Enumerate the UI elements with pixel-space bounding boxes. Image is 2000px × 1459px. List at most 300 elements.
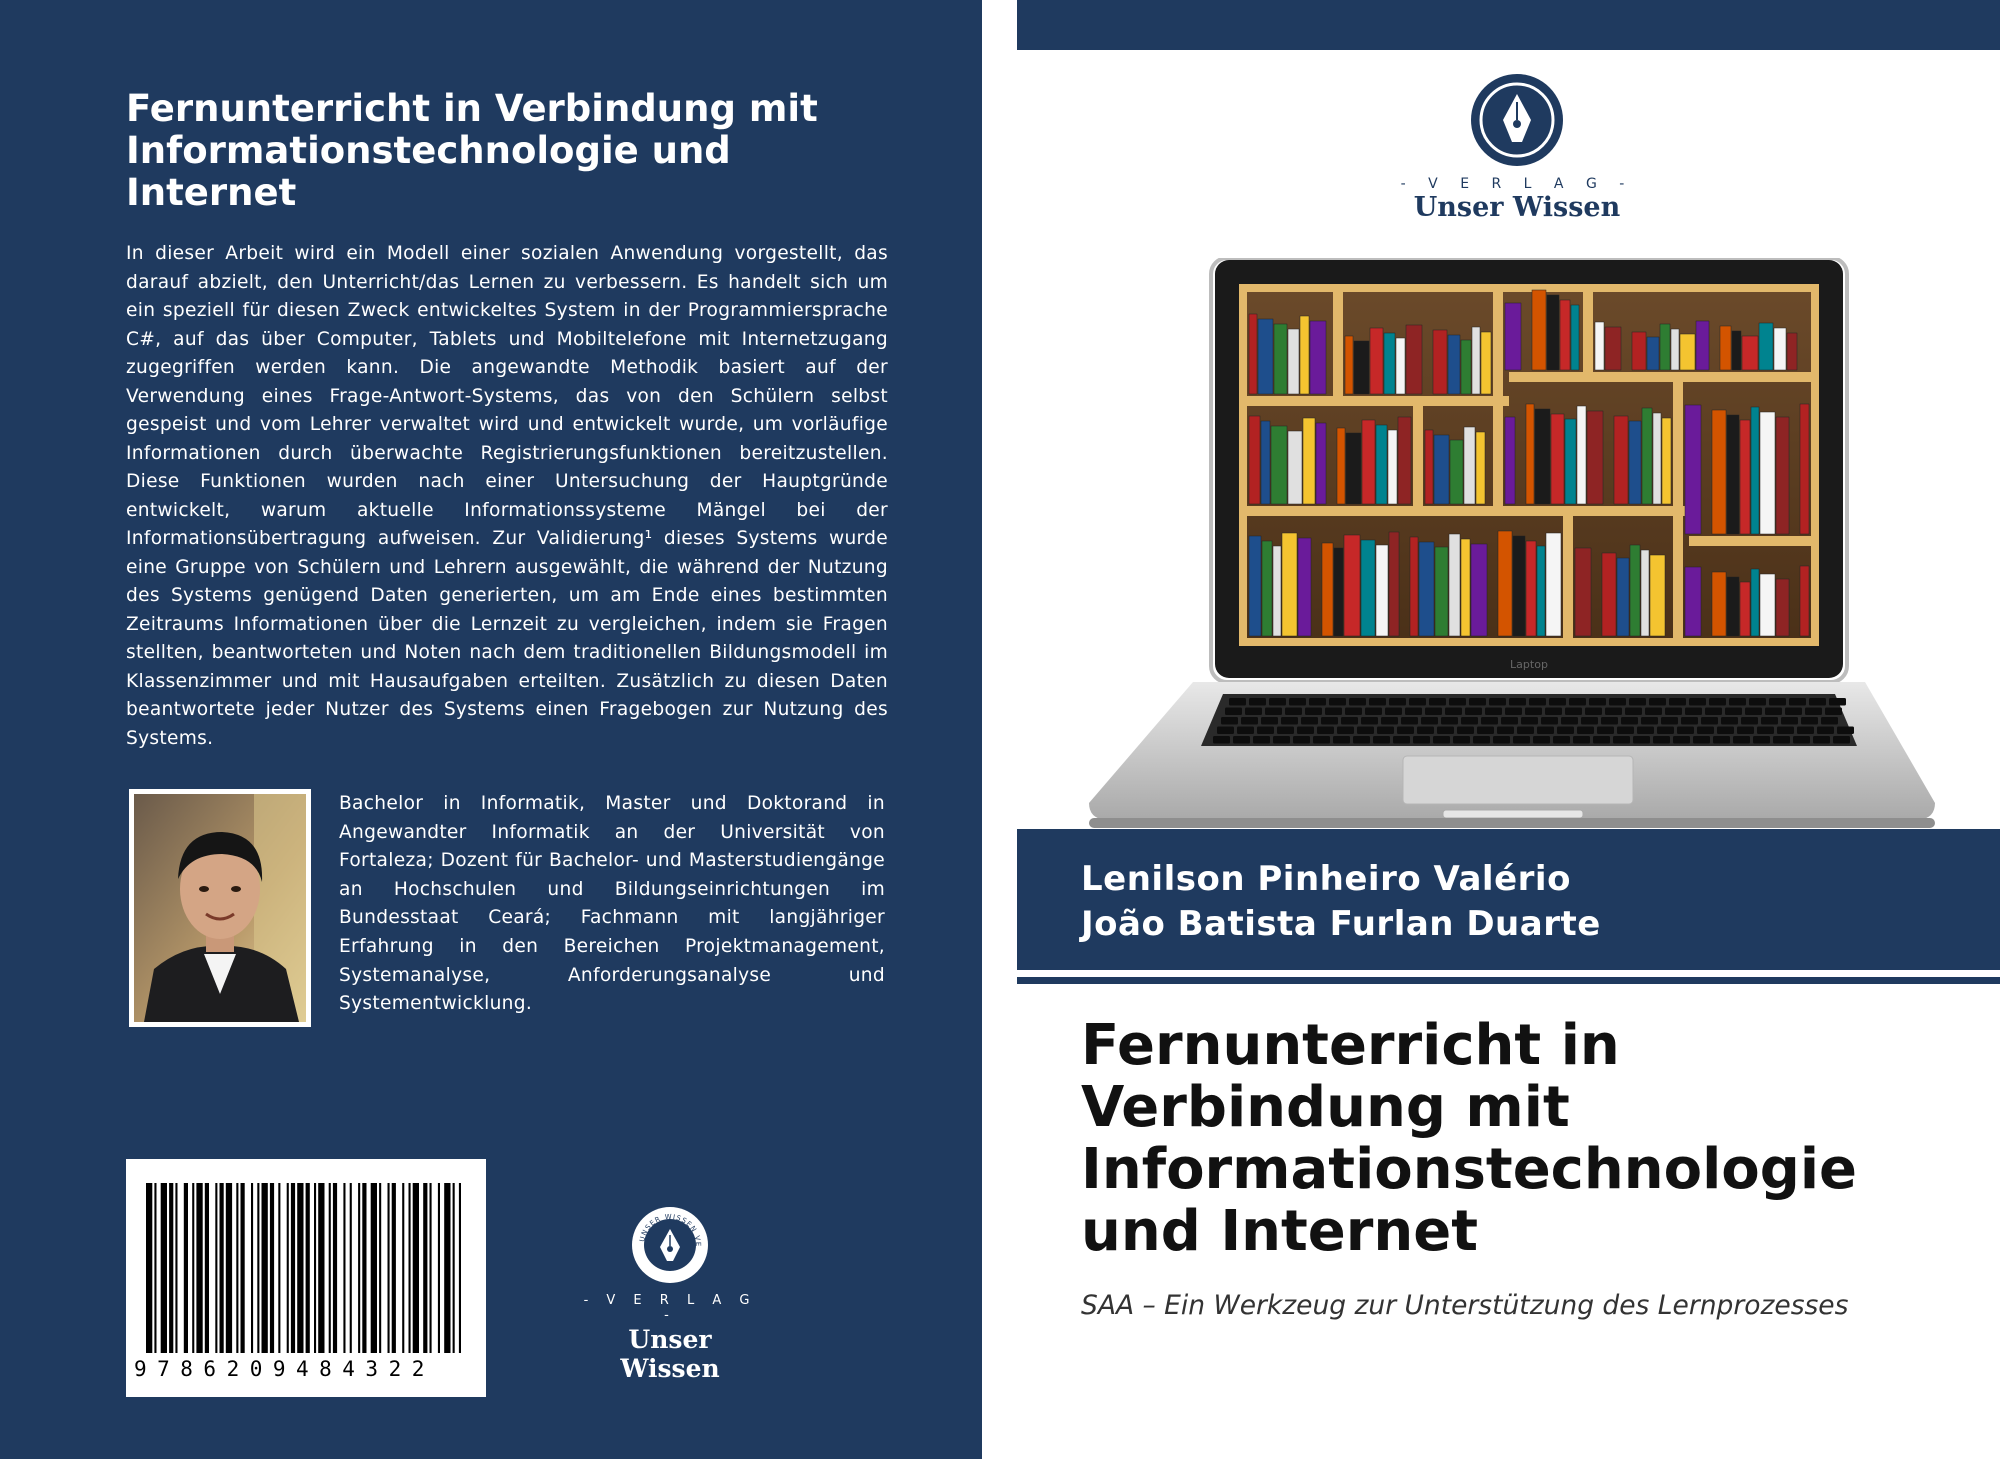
keyboard-key — [1789, 698, 1806, 706]
keyboard-key — [1669, 698, 1686, 706]
keyboard-key — [1793, 736, 1810, 744]
book-spine — [1696, 321, 1709, 370]
book-spine — [1472, 327, 1480, 394]
keyboard-key — [1593, 736, 1610, 744]
book-spine — [1537, 546, 1545, 636]
book-spine — [1249, 536, 1261, 636]
book-spine — [1751, 407, 1759, 534]
keyboard-key — [1417, 727, 1434, 735]
barcode-bar — [196, 1183, 202, 1353]
keyboard-key — [1745, 708, 1762, 716]
keyboard-key — [1621, 717, 1638, 725]
book-spine — [1671, 329, 1679, 370]
book-spine — [1776, 579, 1789, 636]
keyboard-key — [1805, 708, 1822, 716]
book-spine — [1249, 314, 1257, 394]
keyboard-key — [1401, 717, 1418, 725]
keyboard-key — [1673, 736, 1690, 744]
barcode-bar — [278, 1183, 280, 1353]
author-name-2: João Batista Furlan Duarte — [1081, 904, 1601, 944]
book-spine — [1376, 425, 1387, 504]
barcode-bar — [409, 1183, 411, 1353]
book-spine — [1641, 550, 1649, 636]
keyboard-key — [1753, 736, 1770, 744]
keyboard-key — [1601, 717, 1618, 725]
barcode-bar — [362, 1183, 366, 1353]
book-spine — [1526, 404, 1534, 504]
publisher-seal-icon — [630, 1205, 710, 1285]
book-spine — [1546, 533, 1561, 636]
book-spine — [1742, 336, 1758, 370]
barcode-bar — [459, 1183, 461, 1353]
book-spine — [1271, 426, 1287, 504]
keyboard-key — [1657, 727, 1674, 735]
book-spine — [1712, 410, 1726, 534]
keyboard-key — [1777, 727, 1794, 735]
keyboard-key — [1549, 698, 1566, 706]
keyboard-key — [1677, 727, 1694, 735]
book-spine — [1587, 411, 1603, 504]
book-spine — [1642, 408, 1652, 504]
book-spine — [1751, 569, 1759, 636]
barcode-bar — [270, 1183, 274, 1353]
keyboard-key — [1773, 736, 1790, 744]
isbn-digits: 9786209484322 — [134, 1357, 435, 1381]
keyboard-key — [1625, 708, 1642, 716]
book-spine — [1461, 539, 1470, 636]
keyboard-key — [1813, 736, 1830, 744]
book-spine — [1630, 545, 1640, 636]
book-spine — [1650, 555, 1665, 636]
keyboard-key — [1529, 698, 1546, 706]
keyboard-key — [1749, 698, 1766, 706]
keyboard-key — [1517, 727, 1534, 735]
keyboard-key — [1297, 727, 1314, 735]
keyboard-key — [1705, 708, 1722, 716]
keyboard-key — [1353, 736, 1370, 744]
barcode-bar — [215, 1183, 217, 1353]
barcode-bar — [175, 1183, 177, 1353]
keyboard-key — [1821, 717, 1838, 725]
book-spine — [1362, 420, 1375, 504]
keyboard-key — [1213, 736, 1230, 744]
keyboard-key — [1381, 717, 1398, 725]
keyboard-key — [1393, 736, 1410, 744]
keyboard-key — [1265, 708, 1282, 716]
book-spine — [1560, 300, 1570, 370]
keyboard-key — [1769, 698, 1786, 706]
book-spine — [1419, 542, 1434, 636]
keyboard-key — [1689, 698, 1706, 706]
keyboard-key — [1833, 736, 1850, 744]
keyboard-key — [1501, 717, 1518, 725]
book-spine — [1800, 566, 1809, 636]
keyboard-key — [1421, 717, 1438, 725]
keyboard-key — [1289, 698, 1306, 706]
barcode-bar — [388, 1183, 390, 1353]
book-spine — [1712, 572, 1726, 636]
keyboard-key — [1333, 736, 1350, 744]
keyboard-key — [1413, 736, 1430, 744]
book-spine — [1258, 319, 1273, 394]
barcode-bar — [371, 1183, 377, 1353]
book-spine — [1662, 418, 1671, 504]
laptop-brand: Laptop — [1510, 658, 1548, 671]
keyboard-key — [1809, 698, 1826, 706]
book-spine — [1565, 419, 1576, 504]
book-spine — [1346, 433, 1361, 504]
book-spine — [1727, 577, 1739, 636]
keyboard-key — [1545, 708, 1562, 716]
book-spine — [1288, 431, 1302, 504]
laptop-bookshelf-icon — [1083, 258, 1941, 830]
keyboard-key — [1521, 717, 1538, 725]
keyboard-key — [1429, 698, 1446, 706]
keyboard-key — [1709, 698, 1726, 706]
book-spine — [1345, 336, 1353, 394]
book-spine — [1303, 418, 1315, 504]
keyboard-key — [1781, 717, 1798, 725]
keyboard-key — [1437, 727, 1454, 735]
barcode-bar — [306, 1183, 310, 1353]
book-spine — [1653, 413, 1661, 504]
laptop-illustration — [1083, 258, 1941, 830]
keyboard-key — [1469, 698, 1486, 706]
book-spine — [1513, 536, 1525, 636]
keyboard-key — [1329, 698, 1346, 706]
book-spine — [1274, 324, 1287, 394]
keyboard-key — [1581, 717, 1598, 725]
keyboard-key — [1273, 736, 1290, 744]
keyboard-key — [1761, 717, 1778, 725]
spine-gap — [982, 0, 1017, 1459]
book-spine — [1605, 327, 1621, 370]
book-spine — [1461, 340, 1471, 394]
keyboard-key — [1741, 717, 1758, 725]
keyboard-key — [1633, 736, 1650, 744]
back-cover — [0, 0, 982, 1459]
keyboard-key — [1405, 708, 1422, 716]
keyboard-key — [1245, 708, 1262, 716]
keyboard-key — [1617, 727, 1634, 735]
keyboard-key — [1537, 727, 1554, 735]
publisher-pen-icon — [1469, 72, 1565, 168]
book-spine — [1449, 534, 1460, 636]
barcode-bar — [251, 1183, 253, 1353]
keyboard-key — [1305, 708, 1322, 716]
book-spine — [1448, 335, 1460, 394]
back-cover-title: Fernunterricht in Verbindung mit Informationstechnologie und Internet — [126, 87, 818, 214]
keyboard-key — [1473, 736, 1490, 744]
barcode-bar — [392, 1183, 396, 1353]
keyboard-key — [1373, 736, 1390, 744]
book-spine — [1660, 324, 1670, 370]
keyboard-key — [1369, 698, 1386, 706]
book-spine — [1632, 332, 1646, 370]
keyboard-key — [1317, 727, 1334, 735]
barcode-bar — [257, 1183, 259, 1353]
keyboard-key — [1697, 727, 1714, 735]
keyboard-key — [1661, 717, 1678, 725]
barcode-bars — [126, 1159, 486, 1359]
book-spine — [1505, 303, 1521, 370]
keyboard-key — [1341, 717, 1358, 725]
keyboard-key — [1577, 727, 1594, 735]
book-spine — [1273, 546, 1281, 636]
barcode-bar — [297, 1183, 303, 1353]
barcode-bar — [226, 1183, 232, 1353]
keyboard-key — [1313, 736, 1330, 744]
book-spine — [1406, 325, 1422, 394]
barcode-bar — [241, 1183, 245, 1353]
keyboard-key — [1605, 708, 1622, 716]
barcode-bar — [262, 1183, 268, 1353]
barcode-bar — [358, 1183, 360, 1353]
book-spine — [1535, 409, 1550, 504]
back-verlag-label: - V E R L A G - — [583, 1293, 757, 1323]
keyboard-key — [1221, 717, 1238, 725]
book-spine — [1450, 440, 1463, 504]
front-verlag-label: - V E R L A G - — [1400, 176, 1634, 192]
book-spine — [1800, 404, 1809, 534]
keyboard-key — [1497, 727, 1514, 735]
barcode-bar — [146, 1183, 152, 1353]
keyboard-key — [1461, 717, 1478, 725]
keyboard-key — [1477, 727, 1494, 735]
keyboard-key — [1293, 736, 1310, 744]
keyboard-key — [1513, 736, 1530, 744]
barcode-bar — [169, 1183, 173, 1353]
barcode-bar — [329, 1183, 331, 1353]
barcode-bar — [236, 1183, 238, 1353]
barcode-bar — [318, 1183, 324, 1353]
back-cover-abstract: In dieser Arbeit wird ein Modell einer sozialen Anwendung vorgestellt, das darauf abzielt, den Unterricht/das Lernen zu verbessern. Es handelt sich um ein speziell für diesen Zweck entwickeltes System in der Programmiersprache C#, auf das über Computer, Tablets und Mobiltelefone mit Internetzugang zugegriffen werden kann. Die angewandte Methodik basiert auf der Verwendung eines Frage-Antwort-Systems, das von den Schülern selbst gespeist und vom Lehrer verwaltet wird und entwickelt wurde, um vorläufige Informationen durch überwachte Registrierungsfunktionen bereitzustellen. Diese Funktionen wurden nach einer Untersuchung der Hauptgründe entwickelt, warum aktuelle Informationssysteme Mängel bei der Informationsübertragung aufweisen. Zur Validierung¹ dieses Systems wurde eine Gruppe von Schülern und Lehrern ausgewählt, die während der Nutzung des Systems genügend Daten generierten, um am Ende eines bestimmten Zeitraums Informationen über die Lernzeit zu vergleichen, indem sie Fragen stellten, beantworteten und Noten nach dem traditionellen Bildungsmodell im Klassenzimmer und mit Hausaufgaben erteilten. Zusätzlich zu diesen Daten beantwortete jeder Nutzer des Systems einen Fragebogen zur Nutzung des Systems. — [126, 243, 888, 749]
keyboard-key — [1585, 708, 1602, 716]
book-spine — [1740, 582, 1750, 636]
author-bio: Bachelor in Informatik, Master und Doktorand in Angewandter Informatik an der Universität von Fortaleza; Dozent für Bachelor- und Masterstudiengänge an Hochschulen und Bildungseinrichtungen im Bundesstaat Ceará; Fachmann mit langjähriger Erfahrung in den Bereichen Projektmanagement, Systemanalyse, Anforderungsanalyse und Systementwicklung. — [339, 793, 885, 1015]
barcode-bar — [350, 1183, 352, 1353]
book-spine — [1759, 323, 1773, 370]
keyboard-key — [1357, 727, 1374, 735]
book-spine — [1505, 417, 1515, 504]
book-spine — [1551, 414, 1564, 504]
seal-text: UNSER WISSEN VE — [638, 1212, 703, 1248]
back-publisher-logo — [580, 1205, 760, 1383]
book-spine — [1720, 326, 1731, 370]
keyboard-key — [1701, 717, 1718, 725]
barcode-bar — [291, 1183, 295, 1353]
keyboard-key — [1453, 736, 1470, 744]
book-spine — [1647, 337, 1659, 370]
book-spine — [1740, 420, 1750, 534]
keyboard-key — [1653, 736, 1670, 744]
front-cover-title: Fernunterricht in Verbindung mit Informationstechnologie und Internet — [1081, 1013, 1858, 1264]
keyboard-key — [1737, 727, 1754, 735]
barcode-bar — [314, 1183, 316, 1353]
book-spine — [1376, 545, 1388, 636]
keyboard-key — [1565, 708, 1582, 716]
keyboard-key — [1525, 708, 1542, 716]
front-publisher-name: Unser Wissen — [1413, 192, 1621, 223]
keyboard-key — [1573, 736, 1590, 744]
keyboard-key — [1717, 727, 1734, 735]
keyboard-key — [1613, 736, 1630, 744]
book-spine — [1354, 341, 1369, 394]
keyboard-key — [1597, 727, 1614, 735]
barcode-bar — [287, 1183, 289, 1353]
keyboard-key — [1665, 708, 1682, 716]
keyboard-key — [1817, 727, 1834, 735]
keyboard-key — [1441, 717, 1458, 725]
keyboard-key — [1693, 736, 1710, 744]
barcode-bar — [423, 1183, 427, 1353]
keyboard-key — [1485, 708, 1502, 716]
keyboard-key — [1433, 736, 1450, 744]
book-spine — [1760, 574, 1775, 636]
keyboard-key — [1685, 708, 1702, 716]
keyboard-key — [1249, 698, 1266, 706]
book-spine — [1776, 417, 1789, 534]
book-spine — [1434, 435, 1449, 504]
barcode-bar — [444, 1183, 450, 1353]
keyboard-key — [1609, 698, 1626, 706]
barcode-bar — [154, 1183, 156, 1353]
keyboard-key — [1261, 717, 1278, 725]
book-spine — [1361, 540, 1375, 636]
front-cover — [1017, 0, 2000, 1459]
book-spine — [1396, 338, 1405, 394]
keyboard-key — [1765, 708, 1782, 716]
keyboard-key — [1725, 708, 1742, 716]
book-spine — [1425, 430, 1433, 504]
keyboard-key — [1301, 717, 1318, 725]
book-spine — [1464, 427, 1475, 504]
keyboard-key — [1509, 698, 1526, 706]
keyboard-key — [1269, 698, 1286, 706]
book-spine — [1344, 535, 1360, 636]
book-spine — [1680, 334, 1695, 370]
keyboard-key — [1457, 727, 1474, 735]
author-band — [1017, 829, 2000, 970]
barcode-bar — [161, 1183, 167, 1353]
keyboard-key — [1309, 698, 1326, 706]
book-spine — [1774, 328, 1786, 370]
book-spine — [1388, 430, 1397, 504]
keyboard-key — [1729, 698, 1746, 706]
keyboard-key — [1541, 717, 1558, 725]
keyboard-key — [1553, 736, 1570, 744]
barcode-bar — [220, 1183, 224, 1353]
keyboard-key — [1557, 727, 1574, 735]
keyboard-key — [1233, 736, 1250, 744]
book-spine — [1685, 567, 1701, 636]
book-spine — [1629, 421, 1641, 504]
title-divider — [1017, 977, 2000, 984]
book-spine — [1595, 322, 1604, 370]
book-spine — [1337, 428, 1345, 504]
keyboard-key — [1277, 727, 1294, 735]
keyboard-key — [1713, 736, 1730, 744]
book-spine — [1398, 417, 1411, 504]
barcode-bar — [438, 1183, 440, 1353]
book-spine — [1602, 553, 1616, 636]
book-spine — [1282, 533, 1297, 636]
book-spine — [1471, 544, 1487, 636]
front-top-bar — [1017, 0, 2000, 50]
keyboard-key — [1641, 717, 1658, 725]
keyboard-key — [1481, 717, 1498, 725]
book-spine — [1249, 416, 1260, 504]
keyboard-key — [1337, 727, 1354, 735]
keyboard-key — [1321, 717, 1338, 725]
keyboard-key — [1217, 727, 1234, 735]
keyboard-key — [1325, 708, 1342, 716]
keyboard-key — [1645, 708, 1662, 716]
book-spine — [1316, 423, 1326, 504]
book-spine — [1614, 416, 1628, 504]
barcode-bar — [402, 1183, 404, 1353]
barcode-bar — [184, 1183, 188, 1353]
book-spine — [1298, 538, 1311, 636]
keyboard-key — [1385, 708, 1402, 716]
keyboard-key — [1801, 717, 1818, 725]
keyboard-key — [1361, 717, 1378, 725]
keyboard-key — [1425, 708, 1442, 716]
keyboard-key — [1589, 698, 1606, 706]
barcode-bar — [413, 1183, 419, 1353]
book-spine — [1526, 541, 1536, 636]
book-spine — [1760, 412, 1775, 534]
book-spine — [1476, 432, 1485, 504]
keyboard-key — [1237, 727, 1254, 735]
keyboard-key — [1449, 698, 1466, 706]
keyboard-key — [1733, 736, 1750, 744]
book-spine — [1685, 405, 1701, 534]
keyboard-key — [1253, 736, 1270, 744]
keyboard-key — [1397, 727, 1414, 735]
front-cover-subtitle: SAA – Ein Werkzeug zur Unterstützung des Lernprozesses — [1081, 1290, 1849, 1321]
keyboard-key — [1649, 698, 1666, 706]
keyboard-key — [1349, 698, 1366, 706]
barcode-bar — [192, 1183, 194, 1353]
keyboard-key — [1241, 717, 1258, 725]
author-name-1: Lenilson Pinheiro Valério — [1081, 859, 1571, 899]
book-spine — [1727, 415, 1739, 534]
isbn-barcode — [126, 1159, 486, 1397]
back-publisher-name: Unser Wissen — [620, 1325, 720, 1383]
book-spine — [1571, 305, 1579, 370]
keyboard-key — [1377, 727, 1394, 735]
book-spine — [1384, 333, 1395, 394]
book-spine — [1787, 333, 1797, 370]
barcode-bar — [205, 1183, 209, 1353]
barcode-bar — [343, 1183, 345, 1353]
barcode-bar — [333, 1183, 337, 1353]
book-spine — [1532, 290, 1546, 370]
keyboard-key — [1281, 717, 1298, 725]
author-photo — [129, 789, 311, 1027]
book-spine — [1433, 330, 1447, 394]
keyboard-key — [1465, 708, 1482, 716]
keyboard-key — [1637, 727, 1654, 735]
keyboard-key — [1489, 698, 1506, 706]
book-spine — [1575, 548, 1591, 636]
keyboard-key — [1629, 698, 1646, 706]
book-spine — [1481, 332, 1491, 394]
book-spine — [1300, 316, 1309, 394]
book-spine — [1732, 331, 1741, 370]
keyboard-key — [1505, 708, 1522, 716]
